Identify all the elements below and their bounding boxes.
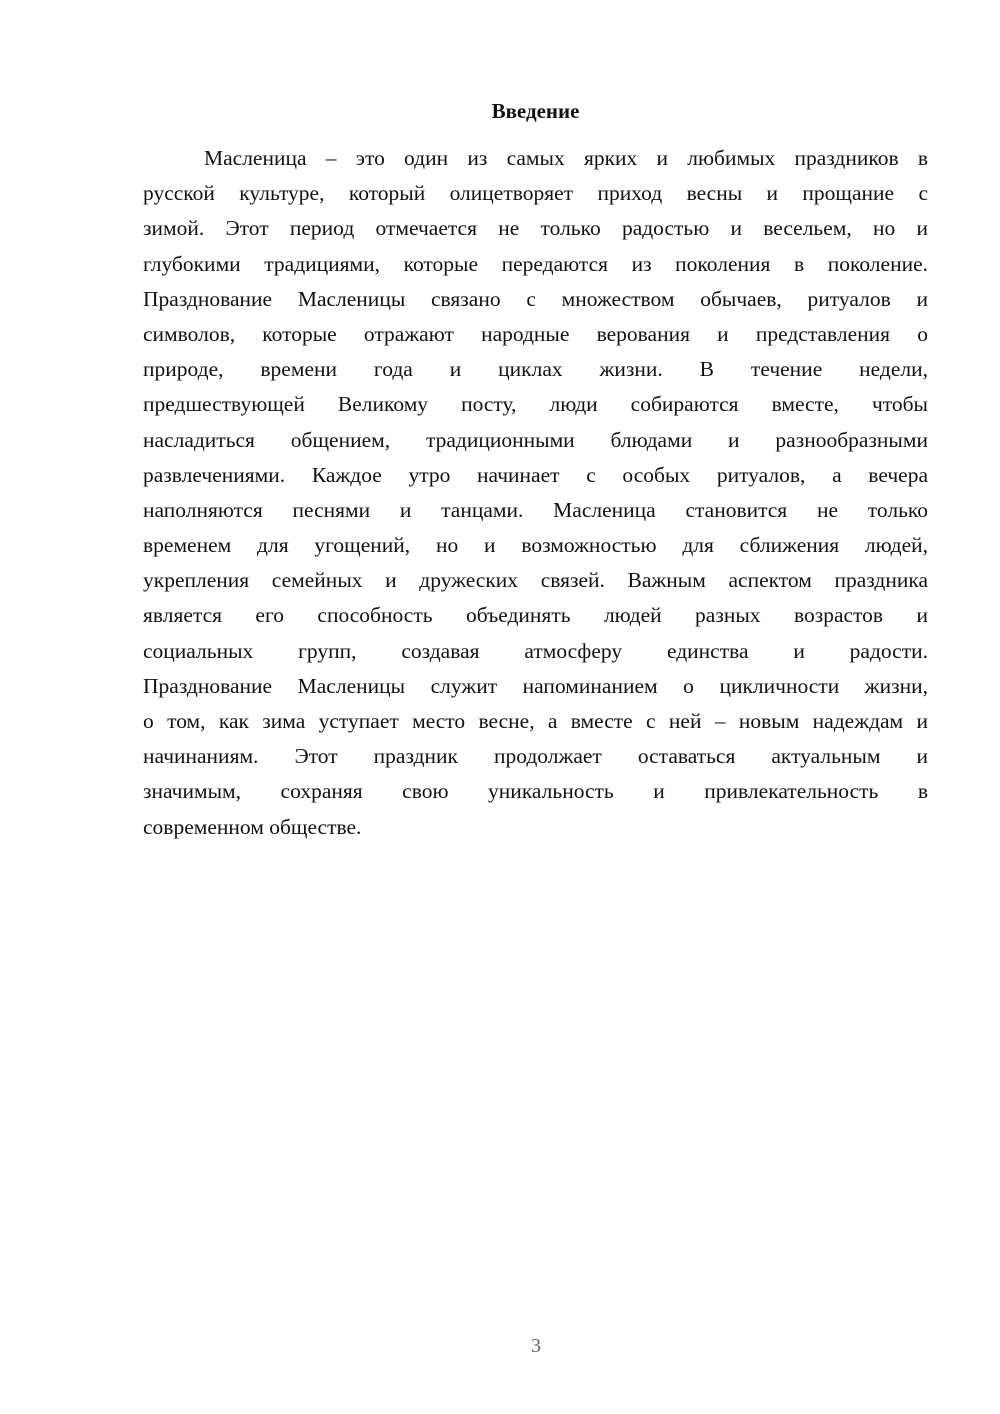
paragraph-line: природе, времени года и циклах жизни. В течение недели, [143,357,928,382]
paragraph-line: о том, как зима уступает место весне, а вместе с ней – новым надеждам и [143,709,928,733]
paragraph-line: значимым, сохраняя свою уникальность и привлекательность в [143,779,928,804]
paragraph-line: русской культуре, который олицетворяет приход весны и прощание с [143,181,928,206]
paragraph-line: Масленица – это один из самых ярких и любимых праздников в [204,146,928,170]
paragraph-line: современном обществе. [143,814,362,839]
paragraph-line: предшествующей Великому посту, люди собираются вместе, чтобы [143,392,928,417]
paragraph-line: символов, которые отражают народные верования и представления о [143,321,928,346]
paragraph-line: укрепления семейных и дружеских связей. Важным аспектом праздника [143,568,928,593]
paragraph-line: наполняются песнями и танцами. Масленица становится не только [143,497,928,522]
paragraph-line: зимой. Этот период отмечается не только радостью и весельем, но и [143,216,928,241]
section-heading: Введение [491,99,580,123]
paragraph-line: насладиться общением, традиционными блюдами и разнообразными [143,427,928,452]
paragraph-line: Празднование Масленицы служит напоминанием о цикличности жизни, [143,673,928,698]
paragraph-line: Празднование Масленицы связано с множеством обычаев, ритуалов и [143,286,928,311]
paragraph-line: начинаниям. Этот праздник продолжает оставаться актуальным и [143,744,928,769]
paragraph-line: развлечениями. Каждое утро начинает с особых ритуалов, а вечера [143,462,928,487]
paragraph-line: временем для угощений, но и возможностью для сближения людей, [143,533,928,558]
paragraph-line: социальных групп, создавая атмосферу единства и радости. [143,638,928,663]
introduction-paragraph [143,141,928,845]
paragraph-line: глубокими традициями, которые передаются из поколения в поколение. [143,251,928,276]
paragraph-line: является его способность объединять людей разных возрастов и [143,603,928,628]
page-number: 3 [531,1335,541,1357]
